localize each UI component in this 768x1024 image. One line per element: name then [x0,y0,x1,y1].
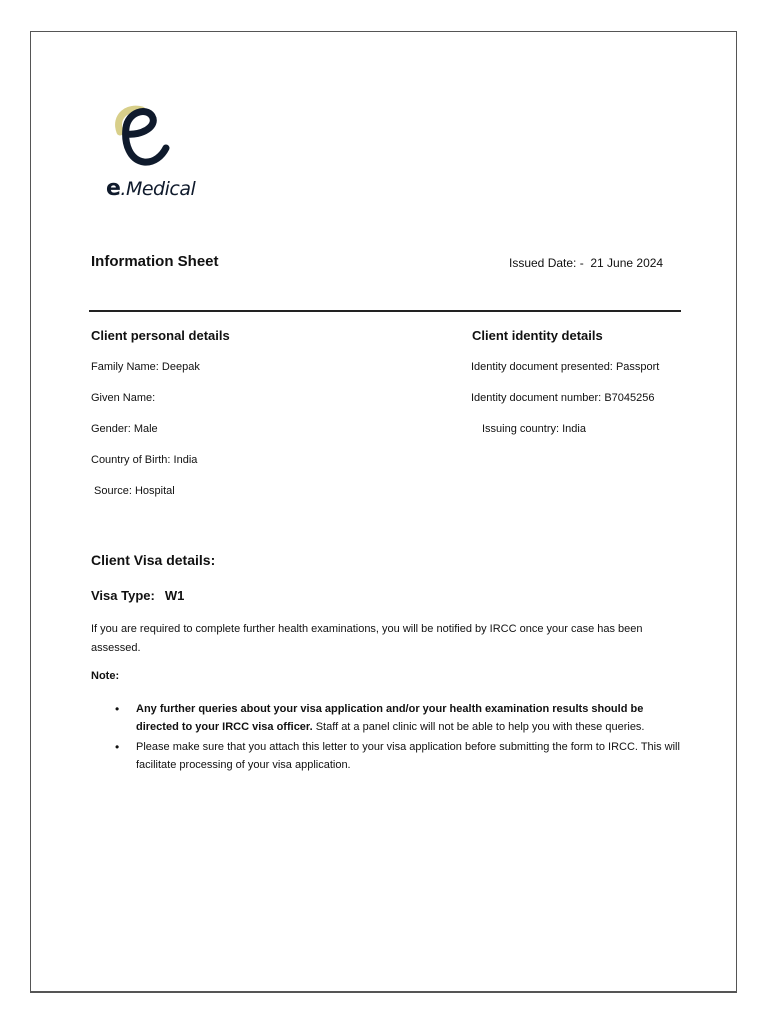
list-item: • Any further queries about your visa application and/or your health examination results should be directed to your IRCC visa officer. Staff at a panel clinic will not be able to help you with these queries. [91,700,681,736]
health-exam-paragraph: If you are required to complete further health examinations, you will be notified by IRCC once your case has been assessed. [91,623,643,654]
field-country-of-birth: Country of Birth: India [91,454,198,466]
field-family-name: Family Name: Deepak [91,361,200,373]
note-label: Note: [91,670,120,682]
header-divider [89,310,681,312]
field-gender: Gender: Male [91,423,158,435]
field-identity-number: Identity document number: B7045256 [471,392,655,404]
note-list [91,700,681,776]
title-row [91,253,681,277]
issued-date: Issued Date: - 21 June 2024 [509,256,664,270]
list-item: • Please make sure that you attach this letter to your visa application before submitting the form to IRCC. This will facilitate processing of your visa application. [91,738,681,774]
visa-type: Visa Type: W1 [91,588,185,603]
visa-details-heading: Client Visa details: [91,552,216,568]
emedical-logo-mark-icon [106,104,186,172]
page-title: Information Sheet [91,253,219,270]
field-identity-document: Identity document presented: Passport [471,361,660,373]
field-source: Source: Hospital [94,485,175,497]
document-page [30,31,737,993]
emedical-logo [106,104,226,234]
emedical-logo-text: e.Medical [106,176,196,201]
field-given-name: Given Name: [91,392,156,404]
identity-details-heading: Client identity details [472,328,603,343]
personal-details-heading: Client personal details [91,328,230,343]
field-issuing-country: Issuing country: India [482,423,586,435]
